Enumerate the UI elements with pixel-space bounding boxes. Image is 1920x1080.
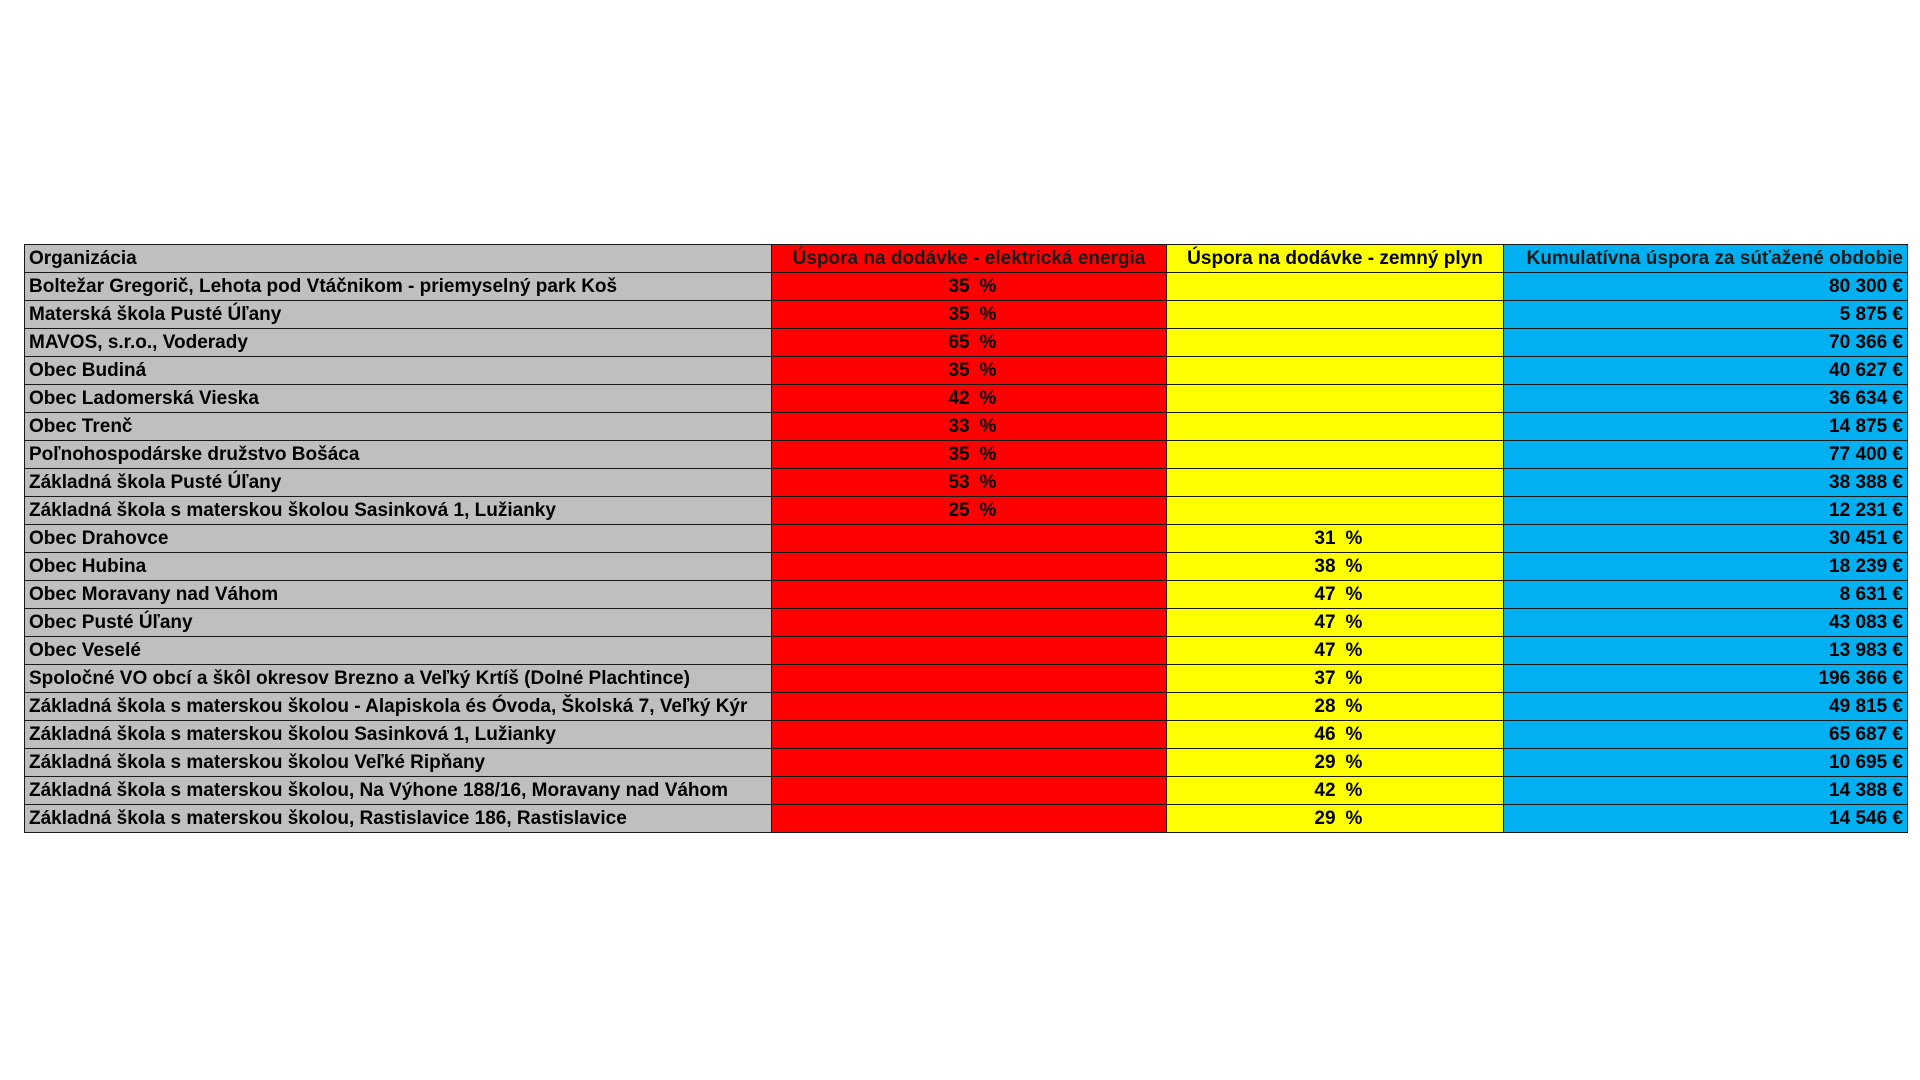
electricity-savings-value: 65 <box>948 332 970 353</box>
gas-savings-cell <box>1167 721 1504 749</box>
organization-cell: MAVOS, s.r.o., Voderady <box>25 329 772 357</box>
cumulative-savings-cell: 70 366 € <box>1504 329 1908 357</box>
electricity-savings-cell <box>772 637 1167 665</box>
organization-cell: Základná škola s materskou školou, Na Výhone 188/16, Moravany nad Váhom <box>25 777 772 805</box>
percent-symbol: % <box>979 304 997 325</box>
percent-symbol: % <box>979 472 997 493</box>
electricity-savings-value: 33 <box>948 416 970 437</box>
percent-symbol: % <box>979 416 997 437</box>
cumulative-savings-cell: 196 366 € <box>1504 665 1908 693</box>
table-row <box>25 609 1908 637</box>
percent-symbol: % <box>1345 724 1363 745</box>
organization-cell: Materská škola Pusté Úľany <box>25 301 772 329</box>
gas-savings-cell <box>1167 385 1504 413</box>
cumulative-savings-cell: 14 546 € <box>1504 805 1908 833</box>
electricity-savings-value: 53 <box>948 472 970 493</box>
percent-symbol: % <box>1345 780 1363 801</box>
table-row <box>25 693 1908 721</box>
table-row <box>25 357 1908 385</box>
header-electricity-savings: Úspora na dodávke - elektrická energia <box>772 245 1167 273</box>
percent-symbol: % <box>1345 696 1363 717</box>
percent-symbol: % <box>979 500 997 521</box>
gas-savings-cell <box>1167 777 1504 805</box>
table-row <box>25 329 1908 357</box>
cumulative-savings-cell: 10 695 € <box>1504 749 1908 777</box>
electricity-savings-cell <box>772 581 1167 609</box>
organization-cell: Základná škola s materskou školou Sasinková 1, Lužianky <box>25 497 772 525</box>
gas-savings-value: 29 <box>1314 808 1336 829</box>
gas-savings-cell <box>1167 693 1504 721</box>
table-row <box>25 525 1908 553</box>
electricity-savings-cell <box>772 749 1167 777</box>
electricity-savings-cell <box>772 469 1167 497</box>
percent-symbol: % <box>1345 752 1363 773</box>
table-row <box>25 469 1908 497</box>
percent-symbol: % <box>979 360 997 381</box>
savings-table <box>24 244 1908 833</box>
electricity-savings-cell <box>772 777 1167 805</box>
organization-cell: Základná škola s materskou školou, Rastislavice 186, Rastislavice <box>25 805 772 833</box>
electricity-savings-cell <box>772 301 1167 329</box>
gas-savings-value: 37 <box>1314 668 1336 689</box>
organization-cell: Základná škola s materskou školou Veľké Ripňany <box>25 749 772 777</box>
electricity-savings-cell <box>772 273 1167 301</box>
percent-symbol: % <box>1345 808 1363 829</box>
gas-savings-cell <box>1167 357 1504 385</box>
cumulative-savings-cell: 18 239 € <box>1504 553 1908 581</box>
organization-cell: Základná škola s materskou školou - Alapiskola és Óvoda, Školská 7, Veľký Kýr <box>25 693 772 721</box>
percent-symbol: % <box>1345 668 1363 689</box>
electricity-savings-value: 35 <box>948 276 970 297</box>
percent-symbol: % <box>1345 528 1363 549</box>
electricity-savings-cell <box>772 609 1167 637</box>
table-row <box>25 581 1908 609</box>
electricity-savings-cell <box>772 721 1167 749</box>
electricity-savings-cell <box>772 329 1167 357</box>
gas-savings-cell <box>1167 665 1504 693</box>
gas-savings-value: 29 <box>1314 752 1336 773</box>
gas-savings-cell <box>1167 581 1504 609</box>
cumulative-savings-cell: 36 634 € <box>1504 385 1908 413</box>
gas-savings-cell <box>1167 637 1504 665</box>
gas-savings-cell <box>1167 329 1504 357</box>
organization-cell: Obec Hubina <box>25 553 772 581</box>
gas-savings-value: 28 <box>1314 696 1336 717</box>
organization-cell: Obec Pusté Úľany <box>25 609 772 637</box>
electricity-savings-value: 35 <box>948 304 970 325</box>
organization-cell: Obec Drahovce <box>25 525 772 553</box>
table-row <box>25 749 1908 777</box>
gas-savings-cell <box>1167 301 1504 329</box>
gas-savings-cell <box>1167 413 1504 441</box>
percent-symbol: % <box>979 444 997 465</box>
electricity-savings-value: 35 <box>948 360 970 381</box>
organization-cell: Poľnohospodárske družstvo Bošáca <box>25 441 772 469</box>
cumulative-savings-cell: 12 231 € <box>1504 497 1908 525</box>
electricity-savings-cell <box>772 441 1167 469</box>
cumulative-savings-cell: 14 388 € <box>1504 777 1908 805</box>
table-body <box>25 273 1908 833</box>
organization-cell: Obec Ladomerská Vieska <box>25 385 772 413</box>
table-row <box>25 721 1908 749</box>
header-organization: Organizácia <box>25 245 772 273</box>
organization-cell: Základná škola Pusté Úľany <box>25 469 772 497</box>
gas-savings-value: 47 <box>1314 612 1336 633</box>
header-row <box>25 245 1908 273</box>
electricity-savings-cell <box>772 665 1167 693</box>
electricity-savings-value: 35 <box>948 444 970 465</box>
organization-cell: Základná škola s materskou školou Sasinková 1, Lužianky <box>25 721 772 749</box>
organization-cell: Boltežar Gregorič, Lehota pod Vtáčnikom - priemyselný park Koš <box>25 273 772 301</box>
organization-cell: Obec Trenč <box>25 413 772 441</box>
table-row <box>25 497 1908 525</box>
cumulative-savings-cell: 5 875 € <box>1504 301 1908 329</box>
percent-symbol: % <box>1345 612 1363 633</box>
electricity-savings-cell <box>772 497 1167 525</box>
table-row <box>25 301 1908 329</box>
electricity-savings-value: 42 <box>948 388 970 409</box>
table-row <box>25 441 1908 469</box>
electricity-savings-cell <box>772 693 1167 721</box>
percent-symbol: % <box>979 388 997 409</box>
gas-savings-cell <box>1167 805 1504 833</box>
cumulative-savings-cell: 30 451 € <box>1504 525 1908 553</box>
cumulative-savings-cell: 43 083 € <box>1504 609 1908 637</box>
table-row <box>25 385 1908 413</box>
percent-symbol: % <box>1345 584 1363 605</box>
table-row <box>25 413 1908 441</box>
percent-symbol: % <box>1345 556 1363 577</box>
organization-cell: Spoločné VO obcí a škôl okresov Brezno a Veľký Krtíš (Dolné Plachtince) <box>25 665 772 693</box>
table-row <box>25 637 1908 665</box>
cumulative-savings-cell: 13 983 € <box>1504 637 1908 665</box>
electricity-savings-cell <box>772 553 1167 581</box>
gas-savings-value: 46 <box>1314 724 1336 745</box>
cumulative-savings-cell: 49 815 € <box>1504 693 1908 721</box>
electricity-savings-cell <box>772 357 1167 385</box>
cumulative-savings-cell: 80 300 € <box>1504 273 1908 301</box>
gas-savings-cell <box>1167 553 1504 581</box>
percent-symbol: % <box>979 276 997 297</box>
header-gas-savings: Úspora na dodávke - zemný plyn <box>1167 245 1504 273</box>
cumulative-savings-cell: 40 627 € <box>1504 357 1908 385</box>
table-row <box>25 273 1908 301</box>
table-row <box>25 553 1908 581</box>
table-row <box>25 805 1908 833</box>
gas-savings-value: 42 <box>1314 780 1336 801</box>
gas-savings-cell <box>1167 273 1504 301</box>
gas-savings-value: 47 <box>1314 640 1336 661</box>
gas-savings-cell <box>1167 497 1504 525</box>
gas-savings-cell <box>1167 441 1504 469</box>
organization-cell: Obec Veselé <box>25 637 772 665</box>
gas-savings-cell <box>1167 609 1504 637</box>
cumulative-savings-cell: 8 631 € <box>1504 581 1908 609</box>
gas-savings-value: 38 <box>1314 556 1336 577</box>
electricity-savings-value: 25 <box>948 500 970 521</box>
gas-savings-cell <box>1167 469 1504 497</box>
gas-savings-value: 47 <box>1314 584 1336 605</box>
percent-symbol: % <box>1345 640 1363 661</box>
electricity-savings-cell <box>772 413 1167 441</box>
cumulative-savings-cell: 77 400 € <box>1504 441 1908 469</box>
organization-cell: Obec Moravany nad Váhom <box>25 581 772 609</box>
electricity-savings-cell <box>772 525 1167 553</box>
cumulative-savings-cell: 65 687 € <box>1504 721 1908 749</box>
electricity-savings-cell <box>772 805 1167 833</box>
percent-symbol: % <box>979 332 997 353</box>
gas-savings-value: 31 <box>1314 528 1336 549</box>
gas-savings-cell <box>1167 749 1504 777</box>
table-row <box>25 665 1908 693</box>
header-cumulative-savings: Kumulatívna úspora za súťažené obdobie <box>1504 245 1908 273</box>
table-row <box>25 777 1908 805</box>
gas-savings-cell <box>1167 525 1504 553</box>
organization-cell: Obec Budiná <box>25 357 772 385</box>
cumulative-savings-cell: 14 875 € <box>1504 413 1908 441</box>
electricity-savings-cell <box>772 385 1167 413</box>
cumulative-savings-cell: 38 388 € <box>1504 469 1908 497</box>
